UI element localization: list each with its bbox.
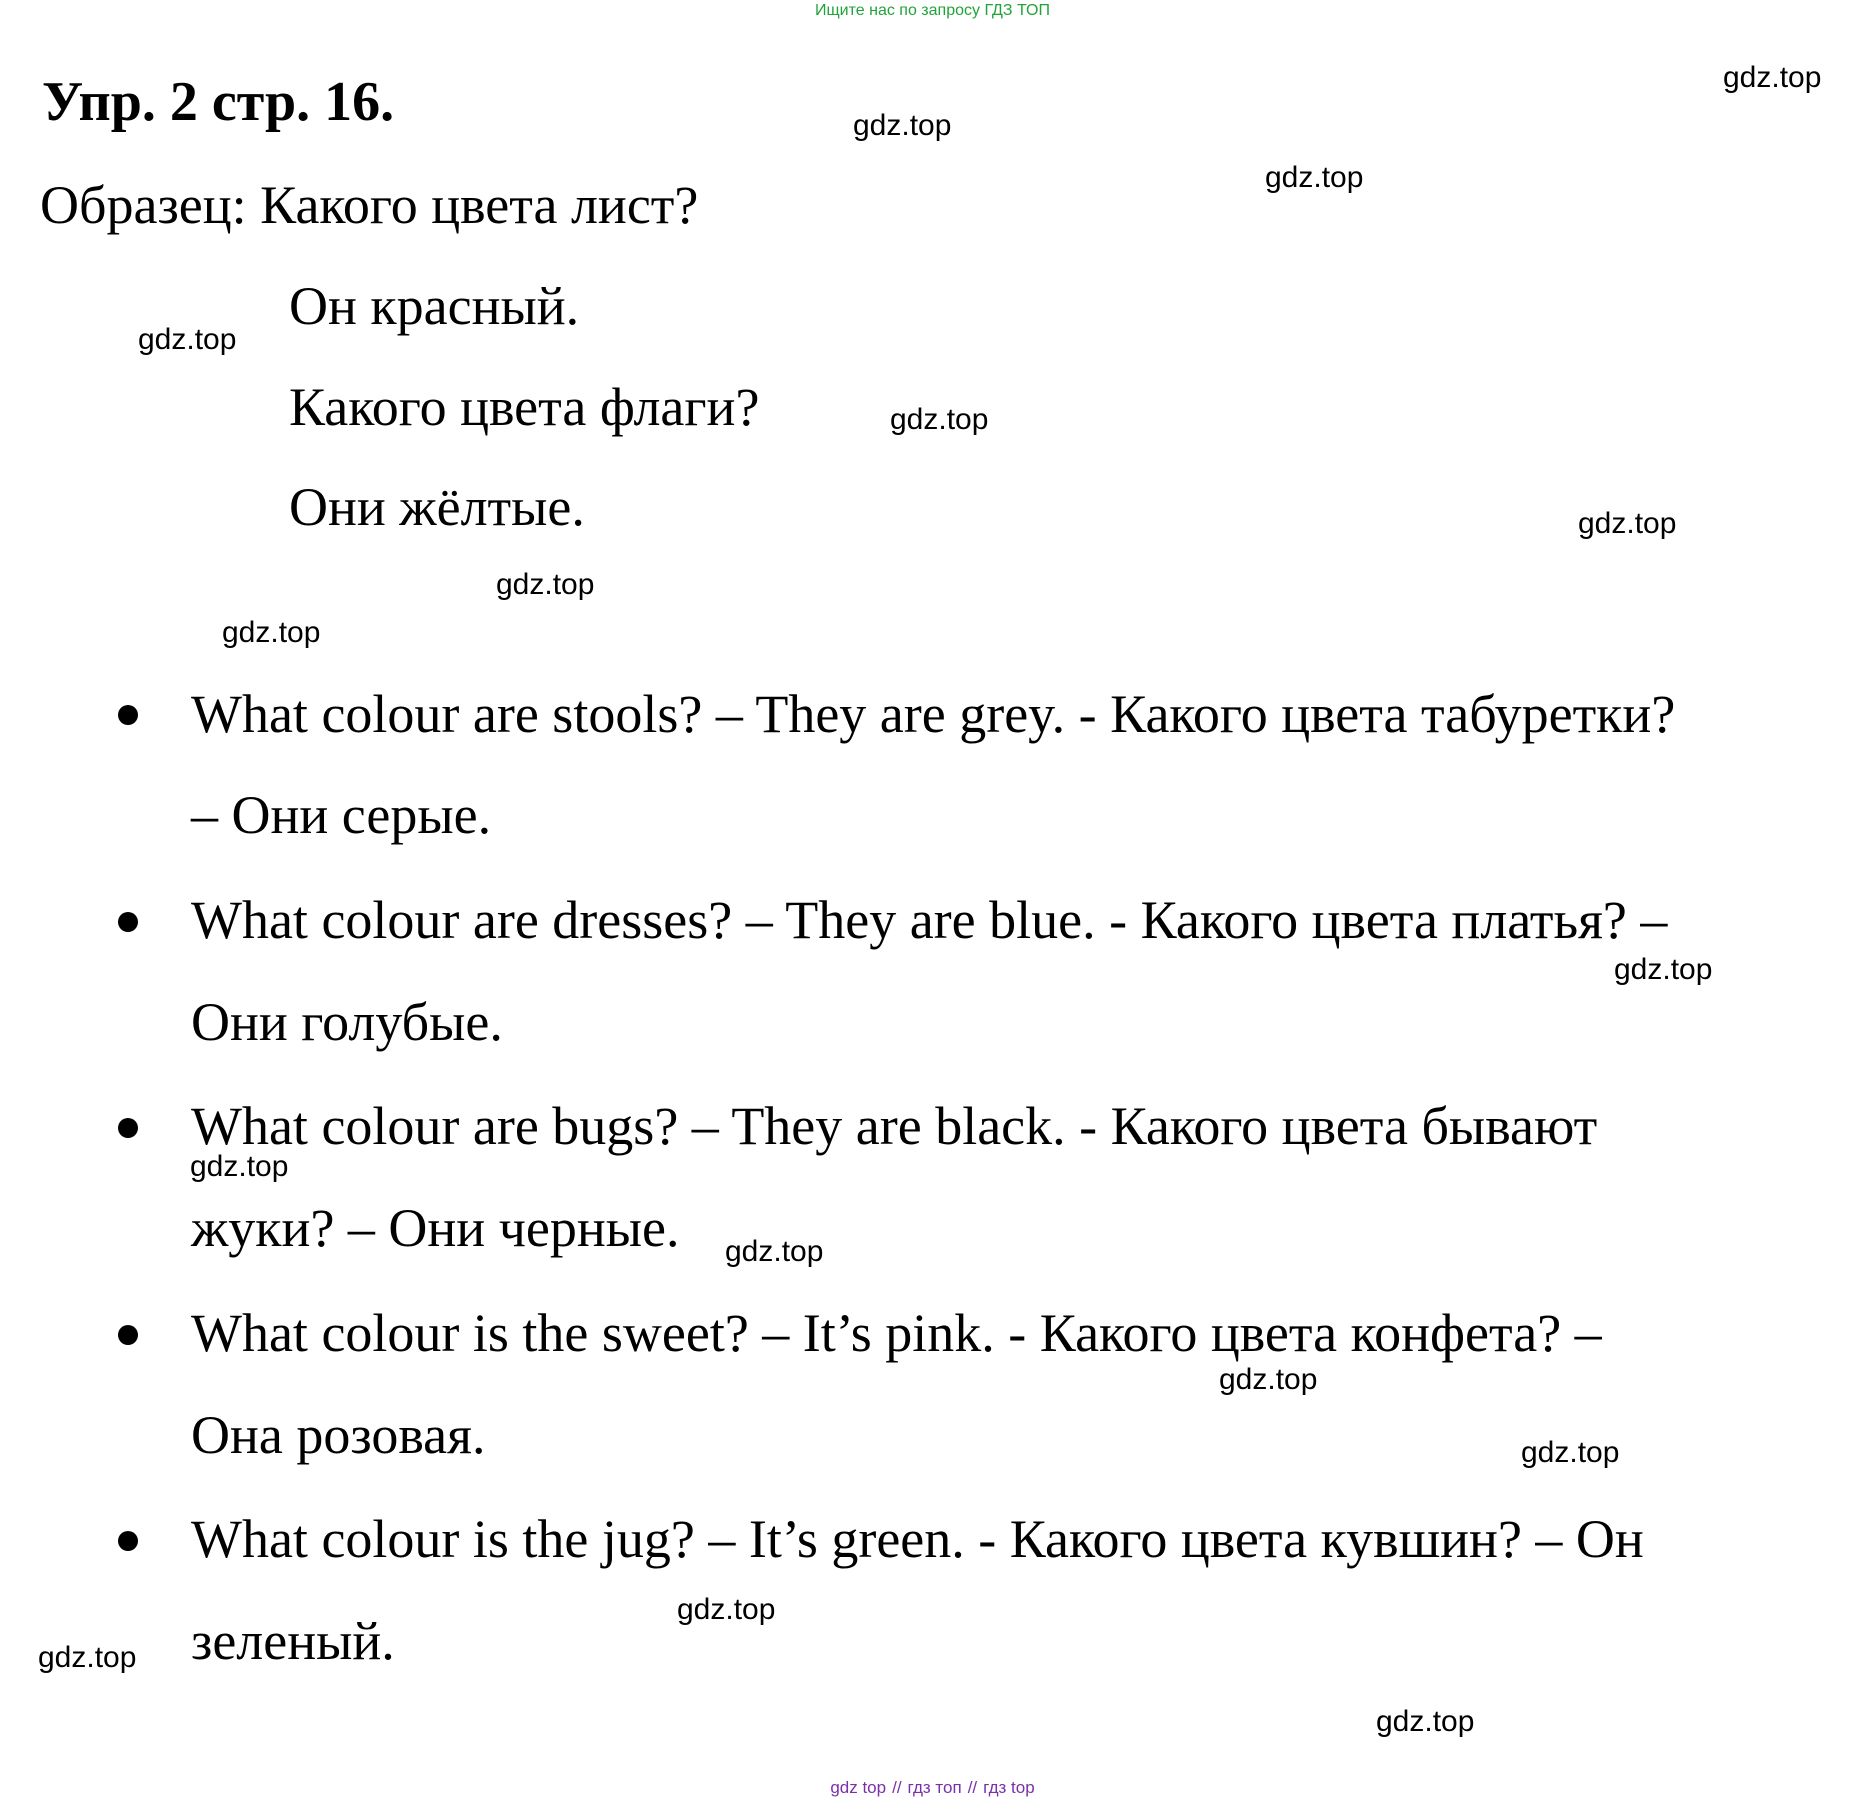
top-notice[interactable]: Ищите нас по запросу ГДЗ ТОП [815,2,1050,19]
list-bullet [118,912,138,932]
list-item-1-line-2: – Они серые. [191,785,492,845]
sample-line-2: Он красный. [289,276,580,336]
list-bullet [118,1118,138,1138]
list-item-4-line-2: Она розовая. [191,1405,486,1465]
list-item-3-line-1: What colour are bugs? – They are black. - Какого цвета бывают [191,1096,1598,1156]
list-item-5-line-2: зеленый. [191,1611,395,1671]
watermark: gdz.top [38,1641,137,1674]
list-bullet [118,705,138,725]
watermark: gdz.top [222,616,321,649]
watermark: gdz.top [1614,953,1713,986]
watermark: gdz.top [725,1235,824,1268]
list-item-4-line-1: What colour is the sweet? – It’s pink. - Какого цвета конфета? – [191,1303,1602,1363]
watermark: gdz.top [1723,61,1822,94]
list-item-1-line-1: What colour are stools? – They are grey. - Какого цвета табуретки? [191,684,1676,744]
list-item-2-line-1: What colour are dresses? – They are blue. - Какого цвета платья? – [191,890,1668,950]
watermark: gdz.top [890,403,989,436]
list-item-3-line-2: жуки? – Они черные. [191,1198,680,1258]
watermark: gdz.top [496,568,595,601]
sample-line-3: Какого цвета флаги? [289,377,760,437]
list-item-2-line-2: Они голубые. [191,992,503,1052]
list-bullet [118,1531,138,1551]
footer-link-1[interactable]: gdz top [830,1778,887,1797]
watermark: gdz.top [1265,161,1364,194]
list-bullet [118,1325,138,1345]
footer-link-3[interactable]: гдз top [983,1778,1035,1797]
watermark: gdz.top [853,109,952,142]
watermark: gdz.top [138,323,237,356]
sample-line-1: Образец: Какого цвета лист? [40,175,699,235]
watermark: gdz.top [190,1150,289,1183]
footer [0,1778,1865,1798]
watermark: gdz.top [677,1593,776,1626]
footer-separator: // [967,1778,978,1797]
watermark: gdz.top [1376,1705,1475,1738]
footer-separator: // [892,1778,902,1797]
watermark: gdz.top [1578,507,1677,540]
exercise-title: Упр. 2 стр. 16. [42,71,395,133]
watermark: gdz.top [1219,1363,1318,1396]
sample-line-4: Они жёлтые. [289,477,585,537]
watermark: gdz.top [1521,1436,1620,1469]
footer-link-2[interactable]: гдз топ [907,1778,962,1797]
list-item-5-line-1: What colour is the jug? – It’s green. - Какого цвета кувшин? – Он [191,1509,1644,1569]
